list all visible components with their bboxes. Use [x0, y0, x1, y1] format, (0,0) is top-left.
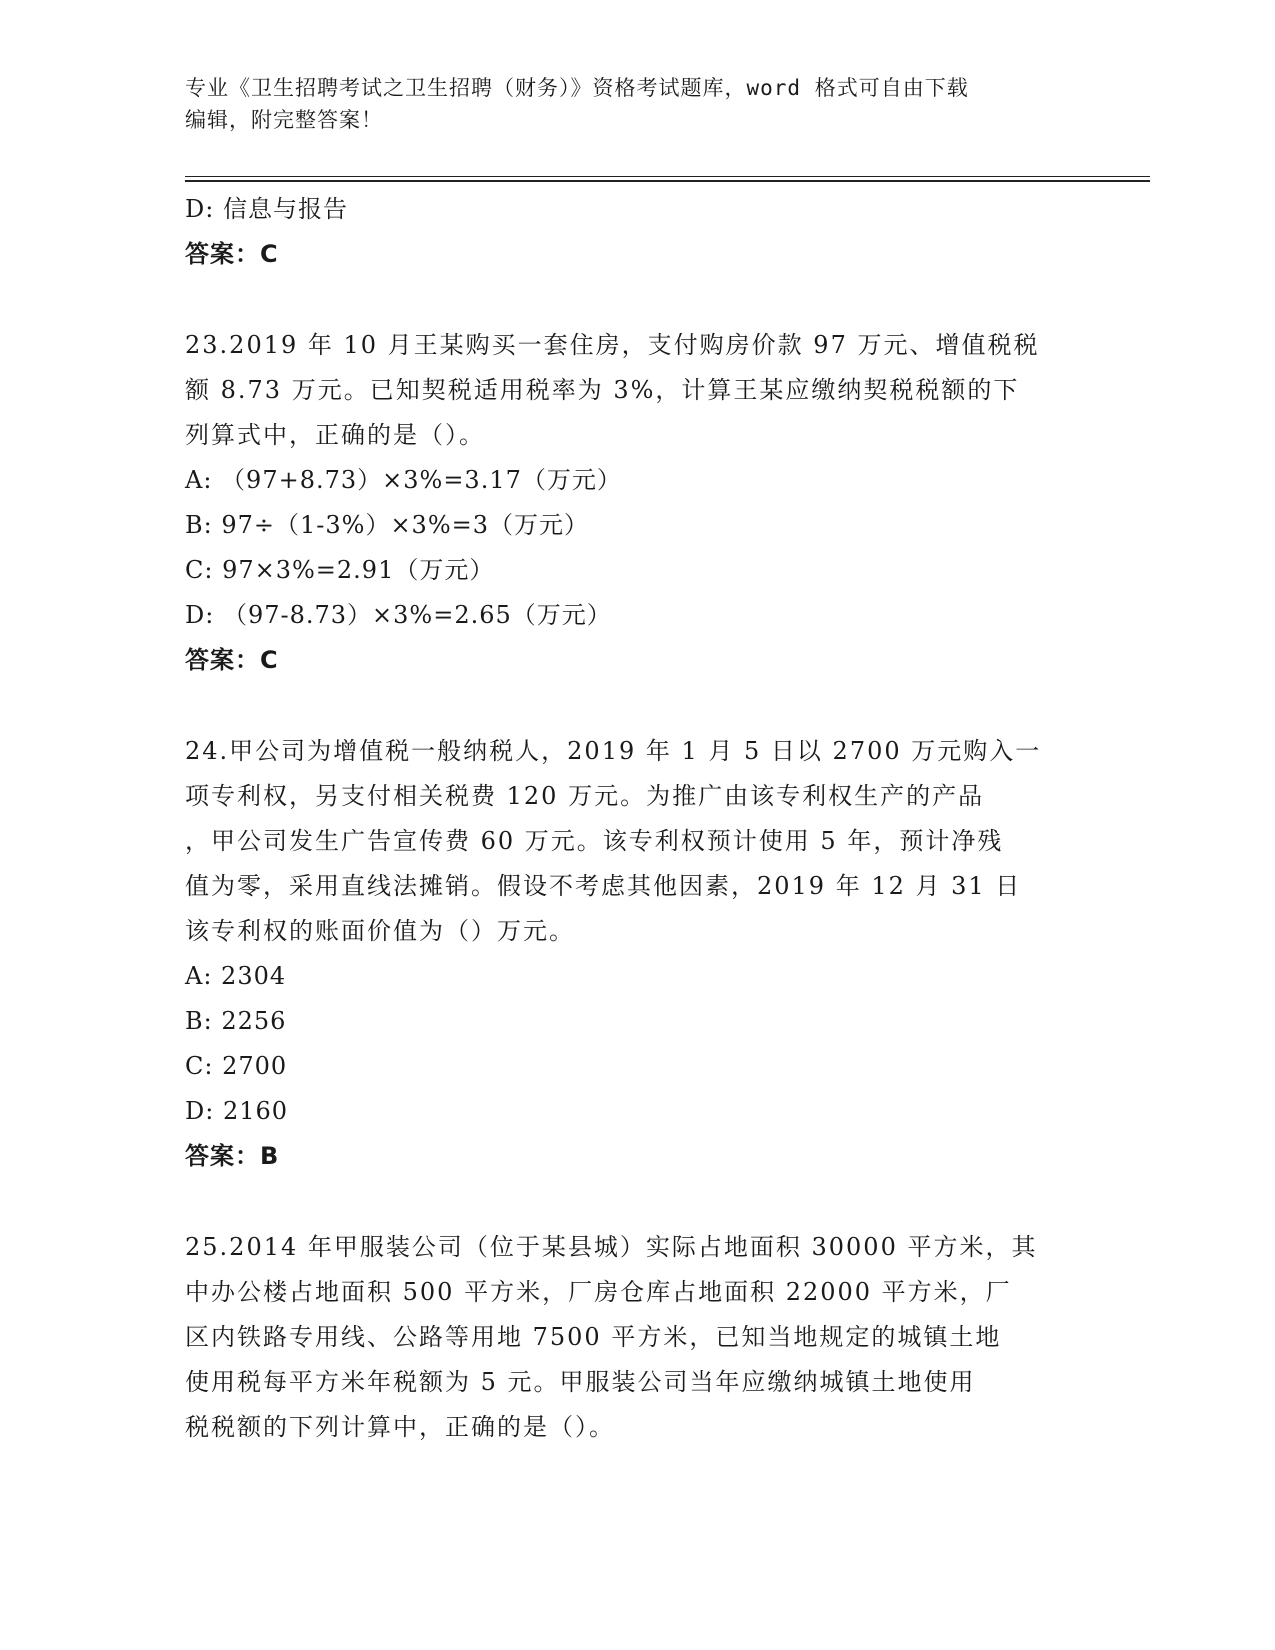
option-c: C: 2700	[185, 1052, 288, 1080]
header-line-2: 编辑，附完整答案！	[185, 108, 383, 132]
option-b: B: 97÷（1-3%）×3%=3（万元）	[185, 511, 590, 539]
stem-line: 列算式中，正确的是（）。	[185, 421, 485, 449]
spacer	[185, 683, 1085, 729]
option-d: D: 信息与报告	[185, 195, 348, 223]
answer-line: 答案：C	[185, 646, 279, 674]
stem-line: 税税额的下列计算中，正确的是（）。	[185, 1413, 615, 1441]
spacer	[185, 277, 1085, 323]
document-header	[185, 72, 1085, 136]
stem-line: 额 8.73 万元。已知契税适用税率为 3%，计算王某应缴纳契税税额的下	[185, 376, 1020, 404]
stem-line: 25.2014 年甲服装公司（位于某县城）实际占地面积 30000 平方米，其	[185, 1233, 1038, 1261]
stem-line: 23.2019 年 10 月王某购买一套住房，支付购房价款 97 万元、增值税税	[185, 331, 1040, 359]
document-body	[185, 187, 1085, 1450]
question-stem	[185, 323, 1085, 458]
spacer	[185, 1179, 1085, 1225]
question-stem	[185, 1225, 1085, 1450]
option-b: B: 2256	[185, 1007, 287, 1035]
option-c: C: 97×3%=2.91（万元）	[185, 556, 495, 584]
question-24	[185, 729, 1085, 1179]
answer-line: 答案：C	[185, 240, 279, 268]
stem-line: 区内铁路专用线、公路等用地 7500 平方米，已知当地规定的城镇土地	[185, 1323, 1002, 1351]
header-divider-thin	[185, 176, 1150, 177]
stem-line: 中办公楼占地面积 500 平方米，厂房仓库占地面积 22000 平方米，厂	[185, 1278, 1012, 1306]
option-a: A: （97+8.73）×3%=3.17（万元）	[185, 466, 622, 494]
stem-line: 该专利权的账面价值为（）万元。	[185, 917, 575, 945]
stem-line: 值为零，采用直线法摊销。假设不考虑其他因素，2019 年 12 月 31 日	[185, 872, 1022, 900]
option-a: A: 2304	[185, 962, 287, 990]
stem-line: ，甲公司发生广告宣传费 60 万元。该专利权预计使用 5 年，预计净残	[185, 827, 1004, 855]
question-stem	[185, 729, 1085, 954]
answer-line: 答案：B	[185, 1142, 280, 1170]
header-divider-thick	[185, 180, 1150, 182]
option-d: D: 2160	[185, 1097, 289, 1125]
header-line-1: 专业《卫生招聘考试之卫生招聘（财务）》资格考试题库，word 格式可自由下载	[185, 76, 969, 100]
question-25	[185, 1225, 1085, 1450]
option-d: D: （97-8.73）×3%=2.65（万元）	[185, 601, 612, 629]
stem-line: 24.甲公司为增值税一般纳税人，2019 年 1 月 5 日以 2700 万元购入一	[185, 737, 1042, 765]
question-23	[185, 323, 1085, 683]
stem-line: 使用税每平方米年税额为 5 元。甲服装公司当年应缴纳城镇土地使用	[185, 1368, 976, 1396]
previous-question-tail	[185, 187, 1085, 277]
stem-line: 项专利权，另支付相关税费 120 万元。为推广由该专利权生产的产品	[185, 782, 985, 810]
